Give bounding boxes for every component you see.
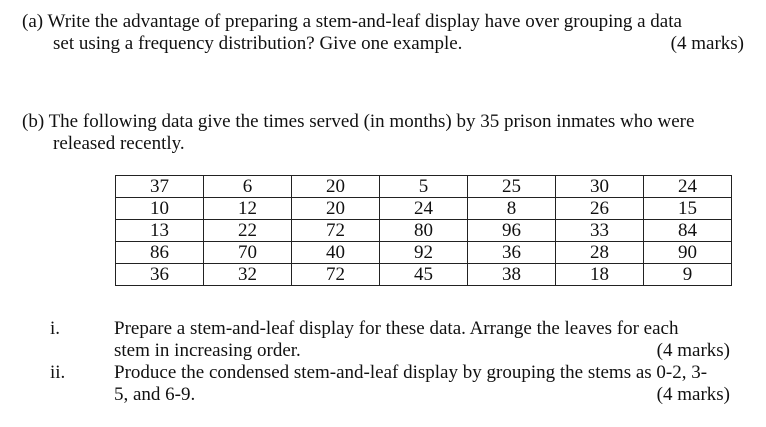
question-a-marks: (4 marks) xyxy=(670,33,744,54)
table-cell: 40 xyxy=(292,242,380,264)
subquestion-marks: (4 marks) xyxy=(656,384,730,405)
subquestion-line xyxy=(114,340,730,362)
table-row xyxy=(116,264,732,286)
table-cell: 90 xyxy=(644,242,732,264)
table-cell: 25 xyxy=(468,176,556,198)
subquestion-line: Produce the condensed stem-and-leaf display by grouping the stems as 0-2, 3- xyxy=(114,362,708,383)
question-b-line-2 xyxy=(22,133,744,155)
subquestion-line-text: stem in increasing order. xyxy=(114,340,301,361)
subquestion-number: ii. xyxy=(50,362,66,383)
table-cell: 20 xyxy=(292,176,380,198)
table-cell: 13 xyxy=(116,220,204,242)
table-row xyxy=(116,220,732,242)
table-cell: 72 xyxy=(292,264,380,286)
question-a-line-1 xyxy=(22,11,744,33)
table-cell: 24 xyxy=(380,198,468,220)
table-cell: 37 xyxy=(116,176,204,198)
question-b-text-2: released recently. xyxy=(53,133,185,154)
question-a-label: (a) xyxy=(22,11,44,32)
table-cell: 6 xyxy=(204,176,292,198)
subquestion-line-text: 5, and 6-9. xyxy=(114,384,196,405)
question-b xyxy=(22,111,744,155)
table-cell: 72 xyxy=(292,220,380,242)
subquestion-list xyxy=(50,318,730,406)
table-cell: 36 xyxy=(116,264,204,286)
table-cell: 70 xyxy=(204,242,292,264)
question-a-text-2: set using a frequency distribution? Give one example. xyxy=(53,33,463,54)
table-cell: 9 xyxy=(644,264,732,286)
data-table xyxy=(115,175,732,286)
table-cell: 22 xyxy=(204,220,292,242)
table-cell: 24 xyxy=(644,176,732,198)
table-cell: 28 xyxy=(556,242,644,264)
question-a xyxy=(22,11,744,55)
table-cell: 86 xyxy=(116,242,204,264)
table-cell: 38 xyxy=(468,264,556,286)
subquestion-ii xyxy=(50,362,730,406)
table-cell: 80 xyxy=(380,220,468,242)
subquestion-i xyxy=(50,318,730,362)
table-cell: 33 xyxy=(556,220,644,242)
table-cell: 96 xyxy=(468,220,556,242)
table-cell: 92 xyxy=(380,242,468,264)
table-cell: 30 xyxy=(556,176,644,198)
table-cell: 20 xyxy=(292,198,380,220)
subquestion-marks: (4 marks) xyxy=(656,340,730,361)
table-cell: 12 xyxy=(204,198,292,220)
question-b-label: (b) xyxy=(22,111,45,132)
question-b-text-1: The following data give the times served (in months) by 35 prison inmates who were xyxy=(48,111,695,132)
question-b-line-1 xyxy=(22,111,744,133)
table-cell: 26 xyxy=(556,198,644,220)
question-a-line-2 xyxy=(22,33,744,55)
table-row xyxy=(116,198,732,220)
table-row xyxy=(116,242,732,264)
table-cell: 45 xyxy=(380,264,468,286)
subquestion-line xyxy=(114,384,730,406)
subquestion-line: Prepare a stem-and-leaf display for these data. Arrange the leaves for each xyxy=(114,318,679,339)
table-cell: 10 xyxy=(116,198,204,220)
table-cell: 8 xyxy=(468,198,556,220)
table-cell: 36 xyxy=(468,242,556,264)
table-cell: 32 xyxy=(204,264,292,286)
table-cell: 15 xyxy=(644,198,732,220)
table-cell: 84 xyxy=(644,220,732,242)
table-cell: 18 xyxy=(556,264,644,286)
table-row xyxy=(116,176,732,198)
question-a-text-1: Write the advantage of preparing a stem-and-leaf display have over grouping a data xyxy=(47,11,682,32)
subquestion-number: i. xyxy=(50,318,61,339)
table-cell: 5 xyxy=(380,176,468,198)
